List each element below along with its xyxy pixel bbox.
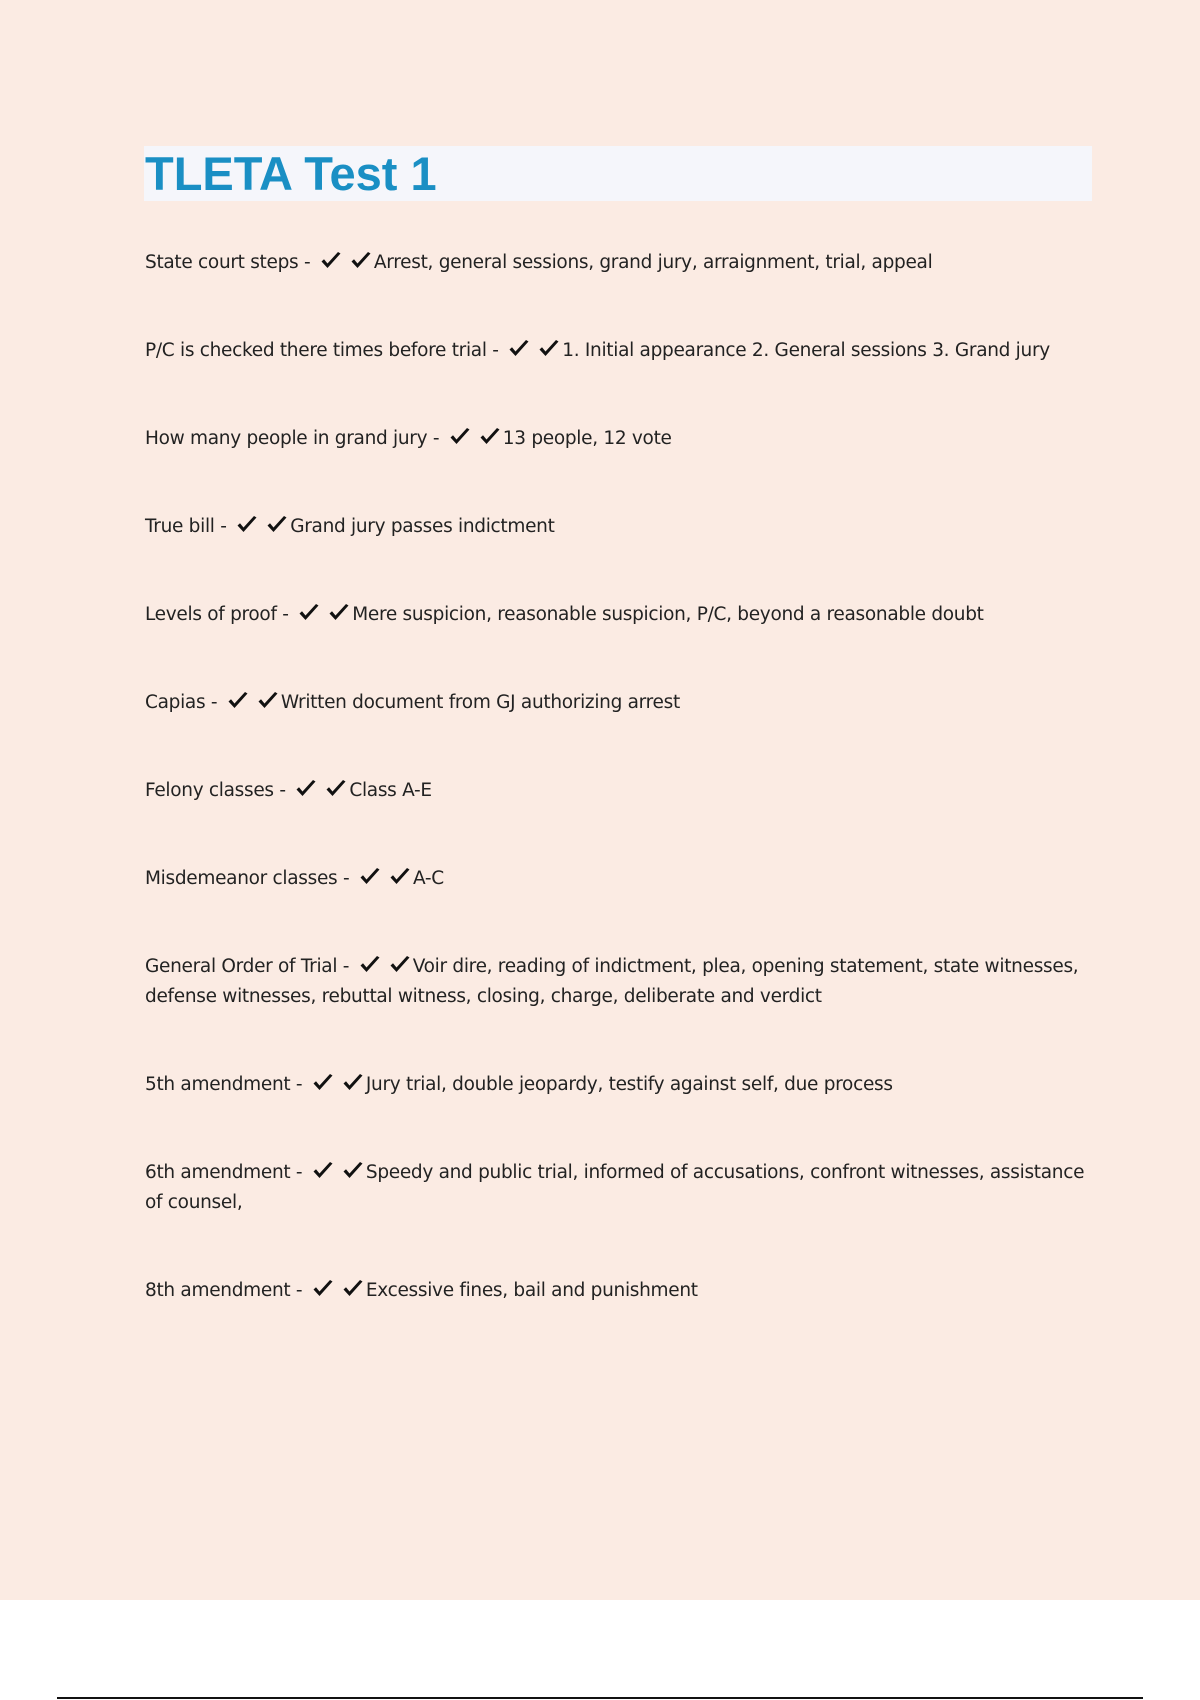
check-icon: [298, 603, 320, 623]
check-icon: [389, 867, 411, 887]
check-icon: [328, 603, 350, 623]
entry-answer: 13 people, 12 vote: [502, 428, 672, 449]
check-icon: [359, 867, 381, 887]
footer-rule: [57, 1697, 1143, 1699]
check-pair: [227, 688, 281, 718]
entry-answer: A-C: [412, 868, 444, 889]
entry-answer: Grand jury passes indictment: [290, 516, 555, 537]
qa-entry: [145, 512, 1095, 542]
check-pair: [236, 512, 290, 542]
qa-entry: [145, 248, 1095, 278]
entry-term: How many people in grand jury -: [145, 428, 440, 449]
check-pair: [449, 424, 503, 454]
check-icon: [449, 427, 471, 447]
entry-answer: Arrest, general sessions, grand jury, arraignment, trial, appeal: [373, 252, 933, 273]
qa-entry: [145, 600, 1095, 630]
qa-entry: [145, 1158, 1095, 1218]
entry-answer: Class A-E: [349, 780, 432, 801]
check-icon: [342, 1279, 364, 1299]
check-pair: [312, 1070, 366, 1100]
qa-entry: [145, 1276, 1095, 1306]
check-icon: [479, 427, 501, 447]
qa-entry: [145, 776, 1095, 806]
check-pair: [359, 952, 413, 982]
entry-term: Capias -: [145, 692, 218, 713]
entry-term: Levels of proof -: [145, 604, 289, 625]
check-pair: [359, 864, 413, 894]
entry-answer: Voir dire, reading of indictment, plea, opening statement, state witnesses, defense witnesses, rebuttal witness, closing, charge, deliberate and verdict: [145, 956, 1079, 1007]
entry-term: 6th amendment -: [145, 1162, 303, 1183]
check-icon: [359, 955, 381, 975]
entry-answer: Mere suspicion, reasonable suspicion, P/C, beyond a reasonable doubt: [352, 604, 984, 625]
entry-answer: Speedy and public trial, informed of accusations, confront witnesses, assistance of counsel,: [145, 1162, 1085, 1213]
qa-entry: [145, 688, 1095, 718]
check-icon: [266, 515, 288, 535]
check-icon: [342, 1161, 364, 1181]
entry-term: State court steps -: [145, 252, 311, 273]
entry-answer: Jury trial, double jeopardy, testify against self, due process: [365, 1074, 893, 1095]
check-pair: [312, 1276, 366, 1306]
check-icon: [295, 779, 317, 799]
qa-entry: [145, 952, 1095, 1012]
entry-term: P/C is checked there times before trial -: [145, 340, 499, 361]
check-icon: [508, 339, 530, 359]
qa-list: [145, 248, 1095, 1306]
check-pair: [298, 600, 352, 630]
qa-entry: [145, 864, 1095, 894]
qa-entry: [145, 336, 1095, 366]
check-icon: [312, 1073, 334, 1093]
check-icon: [342, 1073, 364, 1093]
check-pair: [312, 1158, 366, 1188]
check-pair: [295, 776, 349, 806]
check-icon: [389, 955, 411, 975]
check-icon: [227, 691, 249, 711]
entry-term: 8th amendment -: [145, 1280, 303, 1301]
entry-term: True bill -: [145, 516, 227, 537]
qa-entry: [145, 1070, 1095, 1100]
check-icon: [320, 251, 342, 271]
check-icon: [538, 339, 560, 359]
check-icon: [312, 1279, 334, 1299]
entry-answer: 1. Initial appearance 2. General sessions 3. Grand jury: [562, 340, 1050, 361]
entry-term: 5th amendment -: [145, 1074, 303, 1095]
entry-term: Misdemeanor classes -: [145, 868, 350, 889]
entry-answer: Written document from GJ authorizing arrest: [280, 692, 680, 713]
check-pair: [508, 336, 562, 366]
entry-term: General Order of Trial -: [145, 956, 350, 977]
entry-term: Felony classes -: [145, 780, 286, 801]
check-icon: [325, 779, 347, 799]
check-icon: [350, 251, 372, 271]
check-pair: [320, 248, 374, 278]
qa-entry: [145, 424, 1095, 454]
document-title: TLETA Test 1: [145, 147, 437, 200]
check-icon: [257, 691, 279, 711]
entry-answer: Excessive fines, bail and punishment: [365, 1280, 698, 1301]
check-icon: [236, 515, 258, 535]
check-icon: [312, 1161, 334, 1181]
